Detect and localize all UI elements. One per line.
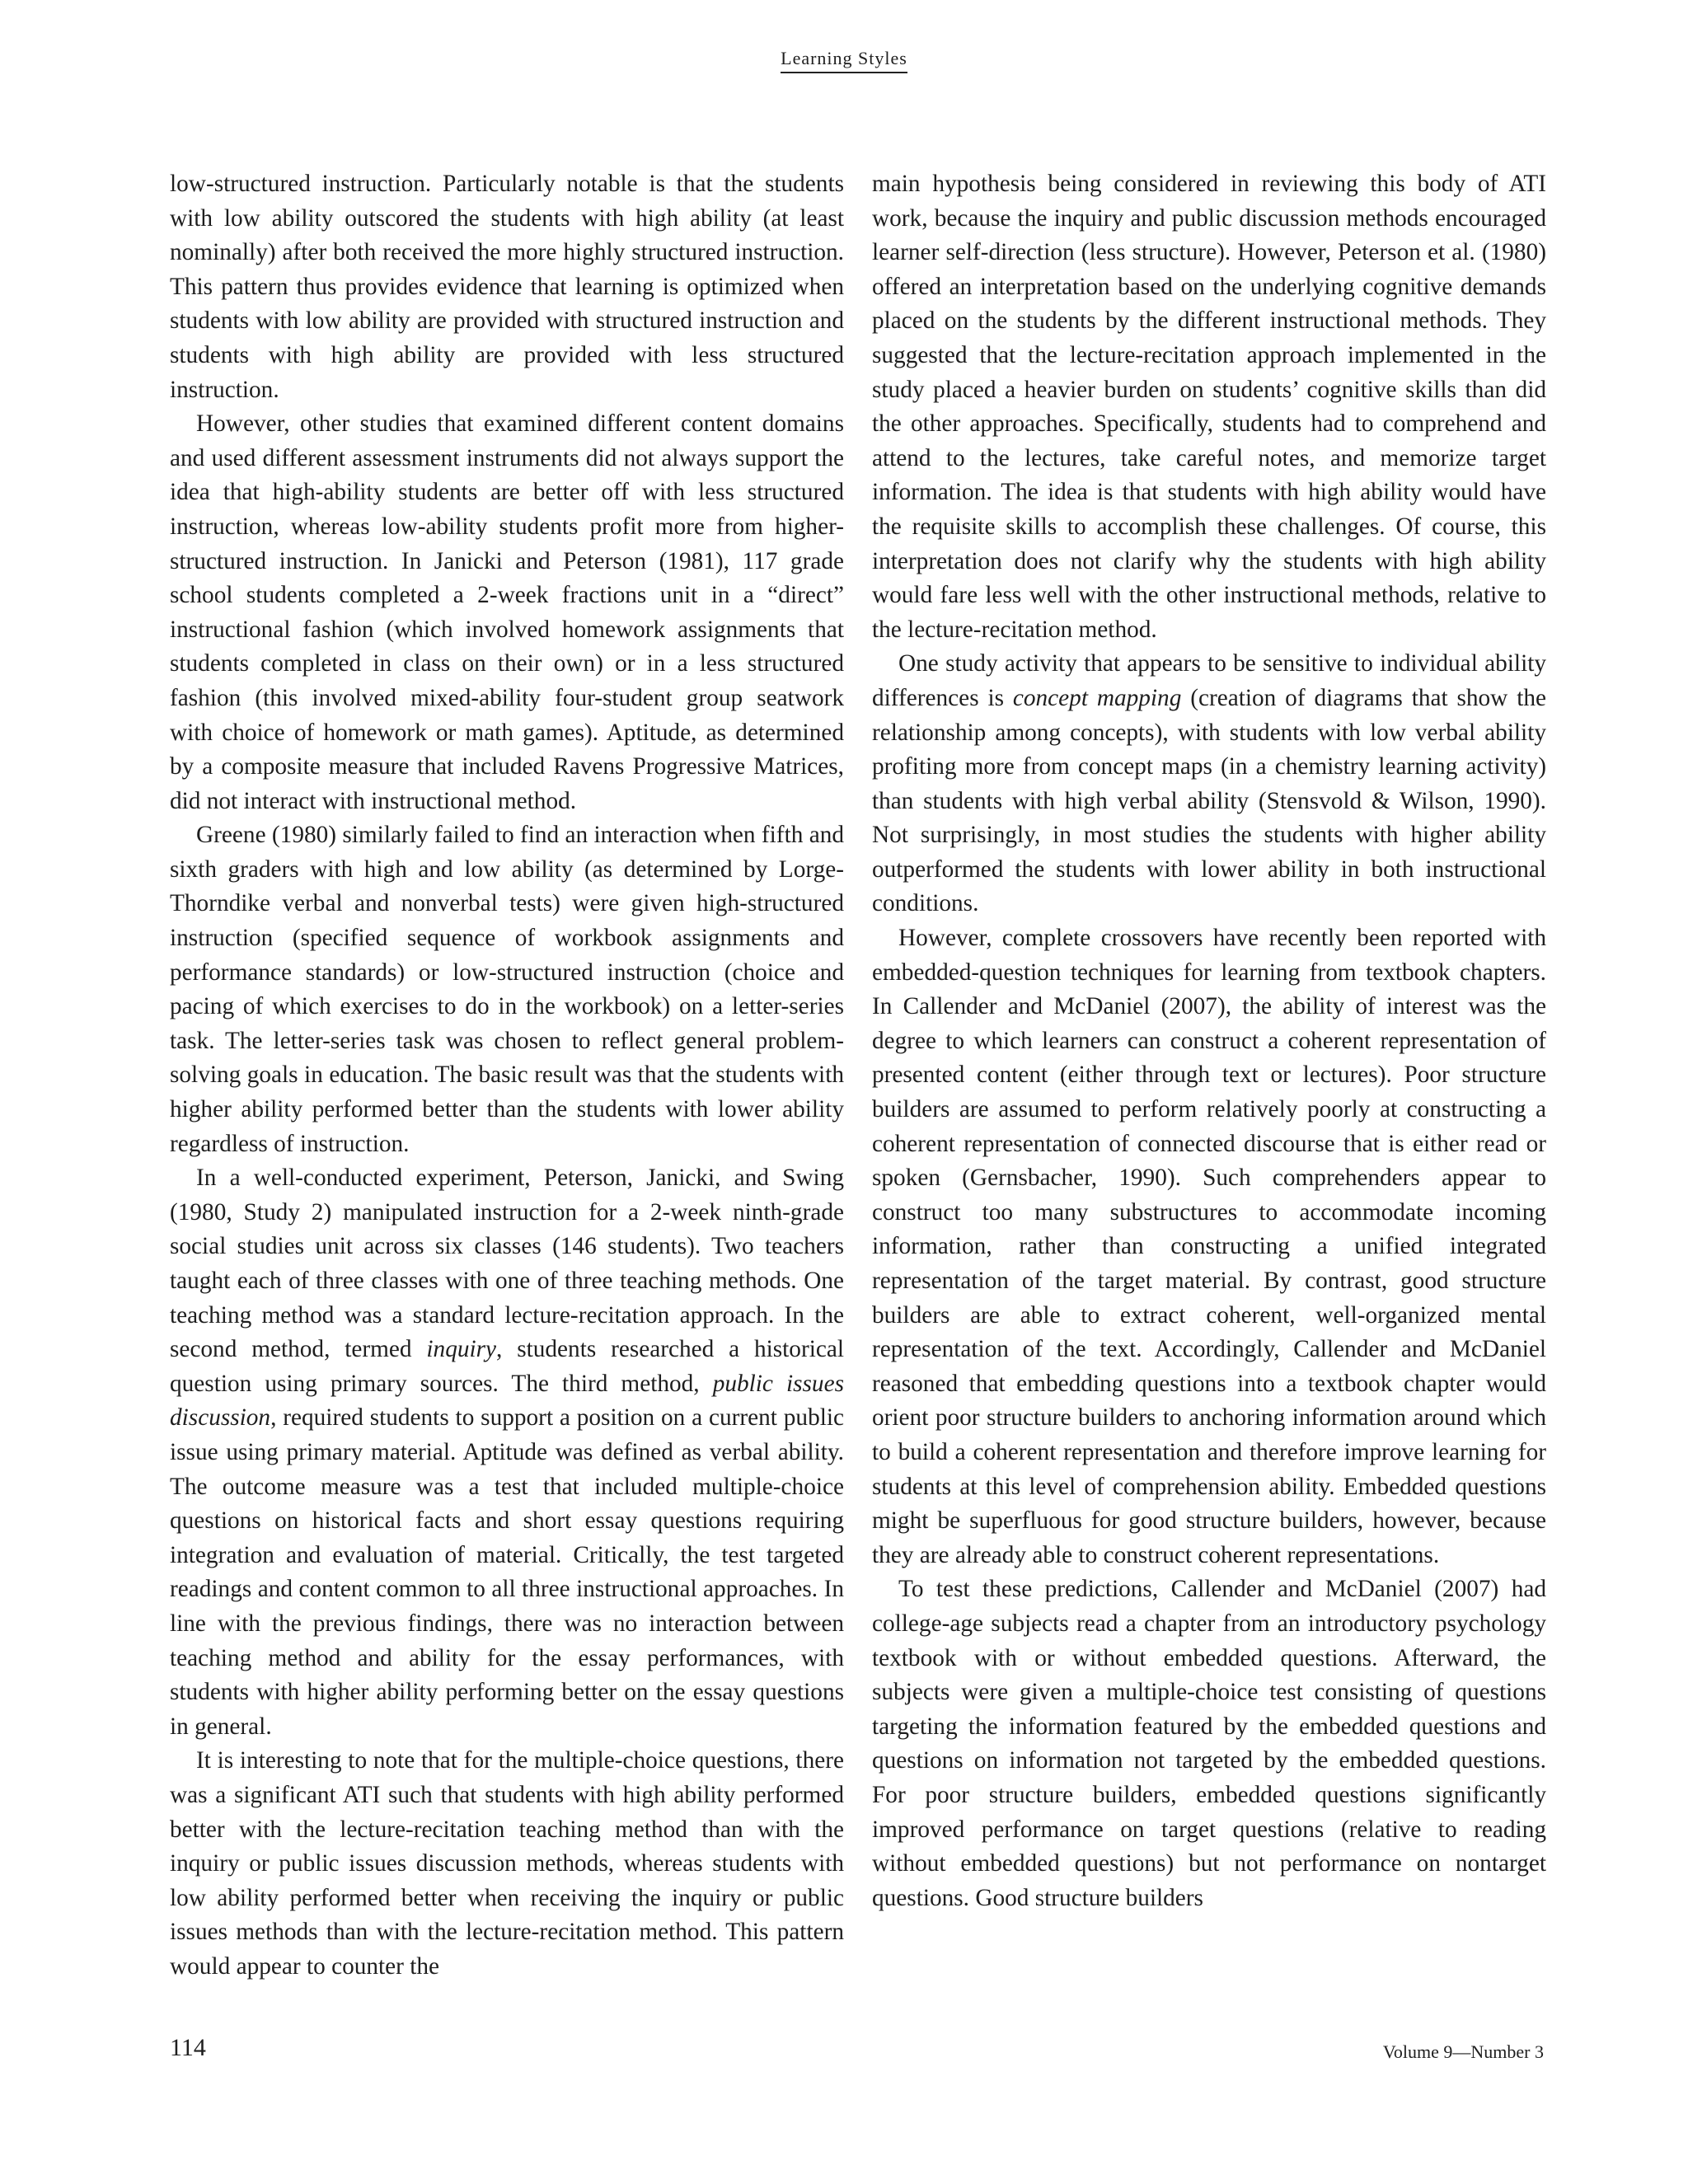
- paragraph: It is interesting to note that for the multiple-choice questions, there was a significant ATI such that students with high ability performed better with the lecture-recitation teaching method than with the inquiry or public issues discussion methods, whereas students with low ability performed better when receiving the inquiry or public issues methods than with the lecture-recitation method. This pattern would appear to counter the: [170, 1747, 844, 1980]
- paragraph: main hypothesis being considered in reviewing this body of ATI work, because the inquiry and public discussion methods encouraged learner self-direction (less structure). However, Peterson et al. (1980) offered an interpretation based on the underlying cognitive demands placed on the students by the different instructional methods. They suggested that the lecture-recitation approach implemented in the study placed a heavier burden on students’ cognitive skills than did the other approaches. Specifically, students had to comprehend and attend to the lectures, take careful notes, and memorize target information. The idea is that students with high ability would have the requisite skills to accomplish these challenges. Of course, this interpretation does not clarify why the students with high ability would fare less well with the other instructional methods, relative to the lecture-recitation method.: [872, 171, 1546, 643]
- paragraph: However, complete crossovers have recently been reported with embedded-question techniques for learning from textbook chapters. In Callender and McDaniel (2007), the ability of interest was the degree to which learners can construct a coherent representation of presented content (either through text or lectures). Poor structure builders are assumed to perform relatively poorly at constructing a coherent representation of connected discourse that is either read or spoken (Gernsbacher, 1990). Such comprehenders appear to construct too many substructures to accommodate incoming information, rather than constructing a unified integrated representation of the target material. By contrast, good structure builders are able to extract coherent, well-organized mental representation of the text. Accordingly, Callender and McDaniel reasoned that embedding questions into a textbook chapter would orient poor structure builders to anchoring information around which to build a coherent representation and therefore improve learning for students at this level of comprehension ability. Embedded questions might be superfluous for good structure builders, however, because they are already able to construct coherent representations.: [872, 925, 1546, 1568]
- text-run: , students researched a historical question using primary sources. The third method,: [170, 1336, 844, 1397]
- issue-label: Volume 9—Number 3: [1382, 2041, 1544, 2062]
- paragraph: [170, 1161, 844, 1744]
- running-head: [0, 48, 1688, 73]
- page-number: 114: [170, 2034, 206, 2061]
- text-run: In a well-conducted experiment, Peterson, Janicki, and Swing (1980, Study 2) manipulated instruction for a 2-week ninth-grade social studies unit across six classes (146 students). Two teachers taught each of three classes with one of three teaching methods. One teaching method was a standard lecture-recitation approach. In the second method, termed: [170, 1165, 844, 1363]
- running-head-text: Learning Styles: [781, 48, 907, 73]
- emphasis-concept-mapping: concept mapping: [1012, 684, 1182, 711]
- left-column: [170, 167, 844, 1984]
- text-run: , required students to support a position on a current public issue using primary material. Aptitude was defined as verbal ability. The outcome measure was a test that included multiple-choice questions on historical facts and short essay questions requiring integration and evaluation of material. Critically, the test targeted readings and content common to all three instructional approaches. In line with the previous findings, there was no interaction between teaching method and ability for the essay performances, with students with higher ability performing better on the essay questions in general.: [170, 1404, 844, 1740]
- paragraph: [872, 647, 1546, 921]
- emphasis-public-issues: public issues discussion: [170, 1370, 844, 1432]
- paragraph: However, other studies that examined different content domains and used different assessment instruments did not always support the idea that high-ability students are better off with less structured instruction, whereas low-ability students profit more from higher-structured instruction. In Janicki and Peterson (1981), 117 grade school students completed a 2-week fractions unit in a “direct” instructional fashion (which involved homework assignments that students completed in class on their own) or in a less structured fashion (this involved mixed-ability four-student group seatwork with choice of homework or math games). Aptitude, as determined by a composite measure that included Ravens Progressive Matrices, did not interact with instructional method.: [170, 410, 844, 814]
- paragraph: low-structured instruction. Particularly notable is that the students with low ability outscored the students with high ability (at least nominally) after both received the more highly structured instruction. This pattern thus provides evidence that learning is optimized when students with low ability are provided with structured instruction and students with high ability are provided with less structured instruction.: [170, 171, 844, 403]
- right-column: [872, 167, 1546, 1915]
- emphasis-inquiry: inquiry: [426, 1336, 497, 1363]
- paragraph: Greene (1980) similarly failed to find an interaction when fifth and sixth graders with high and low ability (as determined by Lorge-Thorndike verbal and nonverbal tests) were given high-structured instruction (specified sequence of workbook assignments and performance standards) or low-structured instruction (choice and pacing of which exercises to do in the workbook) on a letter-series task. The letter-series task was chosen to reflect general problem-solving goals in education. The basic result was that the students with higher ability performed better than the students with lower ability regardless of instruction.: [170, 822, 844, 1157]
- text-run: (creation of diagrams that show the relationship among concepts), with students with low verbal ability profiting more from concept maps (in a chemistry learning activity) than students with high verbal ability (Stensvold & Wilson, 1990). Not surprisingly, in most studies the students with higher ability outperformed the students with lower ability in both instructional conditions.: [872, 684, 1546, 917]
- paragraph: To test these predictions, Callender and McDaniel (2007) had college-age subjects read a chapter from an introductory psychology textbook with or without embedded questions. Afterward, the subjects were given a multiple-choice test consisting of questions targeting the information featured by the embedded questions and questions on information not targeted by the embedded questions. For poor structure builders, embedded questions significantly improved performance on target questions (relative to reading without embedded questions) but not performance on nontarget questions. Good structure builders: [872, 1576, 1546, 1911]
- text-run: One study activity that appears to be sensitive to individual ability differences is: [872, 650, 1546, 711]
